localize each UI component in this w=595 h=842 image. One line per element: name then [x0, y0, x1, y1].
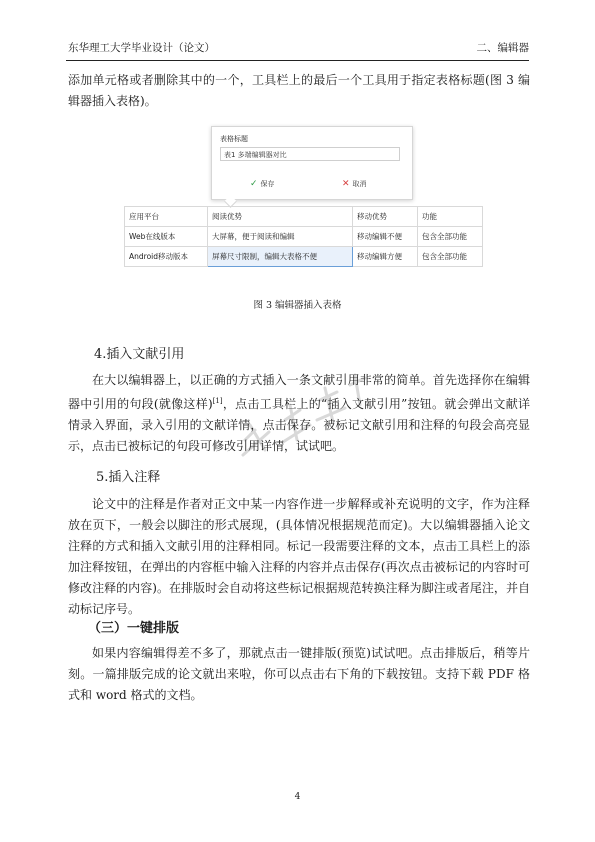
table-cell[interactable]: 功能 [418, 207, 483, 227]
caption-input[interactable]: 表1 多端编辑器对比 [220, 147, 400, 161]
figure-editor-table [124, 124, 496, 274]
cancel-button[interactable] [342, 179, 367, 189]
table-cell-selected[interactable]: 屏幕尺寸限制，编辑大表格不便 [208, 247, 353, 267]
table-row [125, 207, 483, 227]
section-heading-citation: 4.插入文献引用 [94, 347, 185, 362]
table-cell[interactable]: 应用平台 [125, 207, 208, 227]
header-rule [66, 60, 529, 61]
citation-text-before: 在大以编辑器上，以正确的方式插入一条文献引用非常的简单。首先选择你在编辑器中引用的句段(就像这样) [68, 373, 530, 411]
table-cell[interactable]: 移动优势 [353, 207, 418, 227]
section-heading-typeset: （三）一键排版 [88, 621, 180, 636]
save-button[interactable] [250, 179, 275, 189]
table-cell[interactable]: Web在线版本 [125, 227, 208, 247]
table-row [125, 247, 483, 267]
save-label: 保存 [260, 180, 275, 188]
table-cell[interactable]: 移动编辑方便 [353, 247, 418, 267]
comparison-table [124, 206, 483, 267]
watermark-stamp [225, 370, 375, 480]
page-number: 4 [294, 792, 301, 802]
header-title: 东华理工大学毕业设计（论文） [68, 42, 215, 54]
cancel-label: 取消 [352, 180, 367, 188]
popup-label: 表格标题 [220, 135, 248, 143]
header-chapter: 二、编辑器 [476, 42, 529, 54]
close-icon: ✕ [342, 179, 350, 189]
table-cell[interactable]: 阅读优势 [208, 207, 353, 227]
intro-paragraph: 添加单元格或者删除其中的一个，工具栏上的最后一个工具用于指定表格标题(图 3 编辑器插入表格)。 [68, 73, 530, 108]
figure-caption: 图 3 编辑器插入表格 [253, 300, 342, 311]
section-heading-annotation: 5.插入注释 [96, 470, 161, 485]
check-icon: ✓ [250, 179, 258, 189]
citation-superscript: [1] [212, 397, 223, 405]
table-cell[interactable]: 移动编辑不便 [353, 227, 418, 247]
table-row [125, 227, 483, 247]
section-paragraph-typeset: 如果内容编辑得差不多了，那就点击一键排版(预览)试试吧。点击排版后，稍等片刻。一篇排版完成的论文就出来啦，你可以点击右下角的下载按钮。支持下载 PDF 格式和 word 格式的文档。 [68, 646, 530, 702]
table-caption-popup [211, 126, 413, 200]
table-cell[interactable]: 包含全部功能 [418, 227, 483, 247]
table-cell[interactable]: 包含全部功能 [418, 247, 483, 267]
table-cell[interactable]: 大屏幕，便于阅读和编辑 [208, 227, 353, 247]
section-paragraph-annotation: 论文中的注释是作者对正文中某一内容作进一步解释或补充说明的文字，作为注释放在页下，一般会以脚注的形式展现，(具体情况根据规范而定)。大以编辑器插入论文注释的方式和插入文献引用的注释相同。标记一段需要注释的文本，点击工具栏上的添加注释按钮，在弹出的内容框中输入注释的内容并点击保存(再次点击被标记的内容时可修改注释的内容)。在排版时会自动将这些标记根据规范转换注释为脚注或者尾注，并自动标记序号。 [68, 497, 530, 616]
table-cell[interactable]: Android移动版本 [125, 247, 208, 267]
citation-text-after: ，点击工具栏上的“插入文献引用”按钮。就会弹出文献详情录入界面，录入引用的文献详情，点击保存。被标记文献引用和注释的句段会高亮显示，点击已被标记的句段可修改引用详情，试试吧。 [68, 397, 530, 453]
